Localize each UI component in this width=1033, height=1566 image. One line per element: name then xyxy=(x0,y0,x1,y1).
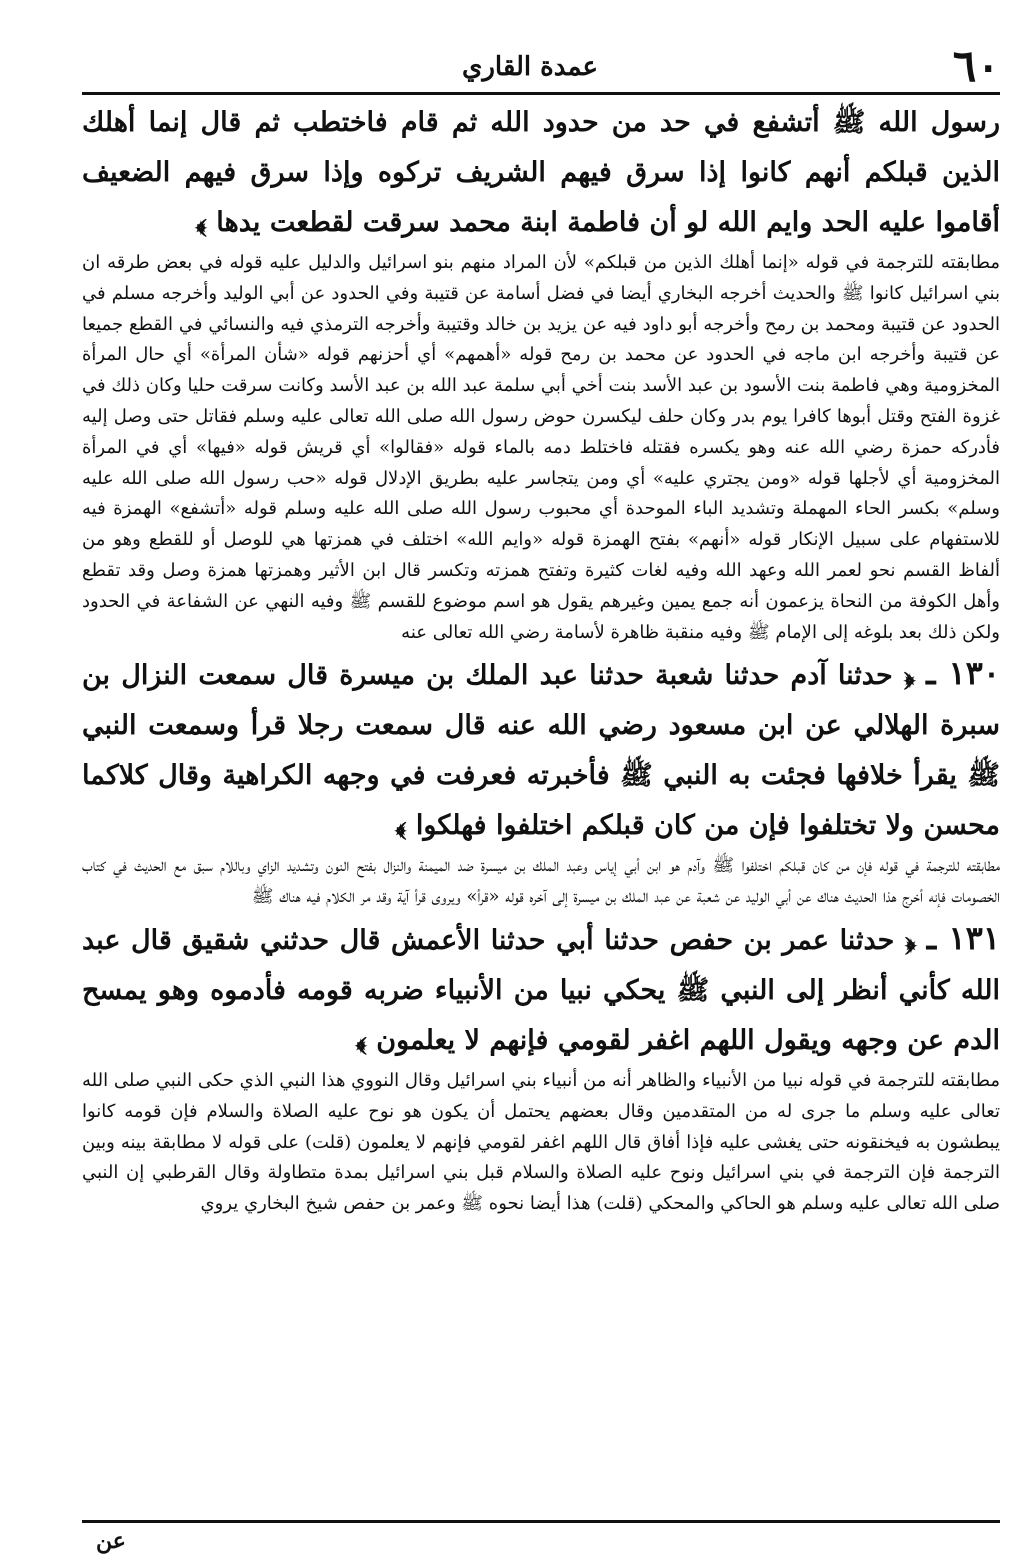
hadith-131 xyxy=(82,913,1000,1066)
running-title: عمدة القاري xyxy=(462,52,598,82)
commentary-text: مطابقته للترجمة في قوله نبيا من الأنبياء والظاهر أنه من أنبياء بني اسرائيل وقال النووي هذا النبي الذي حكى النبي صلى الله تعالى عليه وسلم ما جرى له من المتقدمين وقال بعضهم يحتمل أن يكون هو نوح عليه الصلاة والسلام فإن قومه كانوا يبطشون به فيخنقونه حتى يغشى عليه فإذا أفاق قال اللهم اغفر لقومي فإنهم لا يعلمون (قلت) على قوله لا مطابقة بينه وبين الترجمة فإن الترجمة في بني اسرائيل ونوح عليه الصلاة والسلام قبل بني اسرائيل بمدة متطاولة وقال القرطبي إن النبي صلى الله تعالى عليه وسلم هو الحاكي والمحكي (قلت) هذا أيضا نحوه ﷺ وعمر بن حفص شيخ البخاري يروي xyxy=(82,1069,1000,1215)
page-number: ٦٠ xyxy=(952,41,1000,92)
hadith-continuation xyxy=(82,98,1000,248)
footer-rule xyxy=(82,1520,1000,1523)
header-rule xyxy=(82,92,1000,95)
hadith-130 xyxy=(82,648,1000,851)
commentary-text: مطابقته للترجمة في قوله فإن من كان قبلكم اختلفوا ﷺ وآدم هو ابن أبي إياس وعبد الملك بن ميسرة ضد الميمنة والنزال بفتح النون وتشديد الزاي وباللام سبق مع الحديث في كتاب الخصومات فإنه أخرج هذا الحديث هناك عن أبي الوليد عن شعبة عن عبد الملك بن ميسرة إلى آخره قوله «قرأ» ويروى قرأ آية وقد مر الكلام فيه هناك ﷺ xyxy=(82,855,1000,908)
hadith-number: ١٣١ ـ xyxy=(926,918,1000,957)
page-header xyxy=(60,40,1000,94)
catchword: عن xyxy=(96,1528,126,1554)
page-body xyxy=(82,98,1000,1516)
commentary-paragraph xyxy=(82,851,1000,913)
hadith-text: ﴿ حدثنا عمر بن حفص حدثنا أبي حدثنا الأعمش قال حدثني شقيق قال عبد الله كأني أنظر إلى النبي ﷺ يحكي نبيا من الأنبياء ضربه قومه فأدموه وهو يمسح الدم عن وجهه ويقول اللهم اغفر لقومي فإنهم لا يعلمون ﴾ xyxy=(82,924,1000,1056)
hadith-text: ﴿ حدثنا آدم حدثنا شعبة حدثنا عبد الملك بن ميسرة قال سمعت النزال بن سبرة الهلالي عن ابن مسعود رضي الله عنه قال سمعت رجلا قرأ وسمعت النبي ﷺ يقرأ خلافها فجئت به النبي ﷺ فأخبرته فعرفت في وجهه الكراهية وقال كلاكما محسن ولا تختلفوا فإن من كان قبلكم اختلفوا فهلكوا ﴾ xyxy=(82,660,1000,842)
commentary-paragraph xyxy=(82,248,1000,648)
commentary-text: مطابقته للترجمة في قوله «إنما أهلك الذين من قبلكم» لأن المراد منهم بنو اسرائيل والدليل عليه قوله في بعض طرقه ان بني اسرائيل كانوا ﷺ والحديث أخرجه البخاري أيضا في فضل أسامة عن قتيبة وفي الحدود عن أبي الوليد وأخرجه مسلم في الحدود عن قتيبة ومحمد بن رمح وأخرجه أبو داود فيه عن يزيد بن خالد وقتيبة وأخرجه الترمذي فيه والنسائي في القطع جميعا عن قتيبة وأخرجه ابن ماجه في الحدود عن محمد بن رمح قوله «أهمهم» أي أحزنهم قوله «شأن المرأة» أي حال المرأة المخزومية وهي فاطمة بنت الأسود بن عبد الأسد بنت أخي أبي سلمة عبد الله بن عبد الأسد وكانت سرقت حليا وكان ذلك في غزوة الفتح وقتل أبوها كافرا يوم بدر وكان حلف ليكسرن حوض رسول الله صلى الله تعالى عليه وسلم فقاتل حتى وصل إليه فأدركه حمزة رضي الله عنه وهو يكسره فقتله فاختلط دمه بالماء قوله «فقالوا» أي قريش قوله «فيها» أي في المرأة المخزومية أي لأجلها قوله «ومن يجتري عليه» أي ومن يتجاسر عليه بطريق الإدلال قوله «حب رسول الله صلى الله عليه وسلم» بكسر الحاء المهملة وتشديد الباء الموحدة أي محبوب رسول الله صلى الله عليه وسلم قوله «أتشفع» الهمزة فيه للاستفهام على سبيل الإنكار قوله «أنهم» بفتح الهمزة قوله «وايم الله» اختلف في همزتها هي للوصل أو للقطع وهو من ألفاظ القسم نحو لعمر الله وعهد الله وفيه لغات كثيرة وتفتح همزته وتكسر قال ابن الأثير وهمزتها همزة وصل وقد تقطع وأهل الكوفة من النحاة يزعمون أنه جمع يمين وغيرهم يقول هو اسم موضوع للقسم ﷺ وفيه النهي عن الشفاعة في الحدود ولكن ذلك بعد بلوغه إلى الإمام ﷺ وفيه منقبة ظاهرة لأسامة رضي الله تعالى عنه xyxy=(82,252,1000,643)
hadith-number: ١٣٠ ـ xyxy=(926,654,1000,693)
hadith-text: رسول الله ﷺ أتشفع في حد من حدود الله ثم قام فاختطب ثم قال إنما أهلك الذين قبلكم أنهم كانوا إذا سرق فيهم الشريف تركوه وإذا سرق فيهم الضعيف أقاموا عليه الحد وايم الله لو أن فاطمة ابنة محمد سرقت لقطعت يدها ﴾ xyxy=(82,107,1000,238)
commentary-paragraph xyxy=(82,1066,1000,1220)
